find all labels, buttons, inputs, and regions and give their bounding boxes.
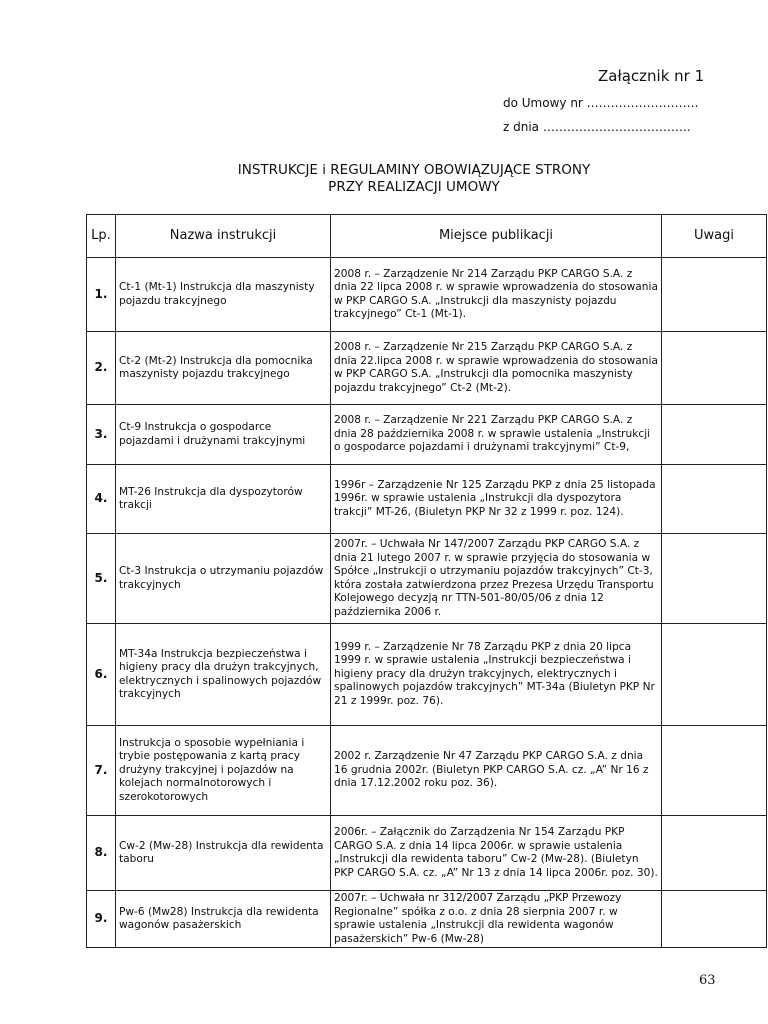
- table-row: [87, 258, 767, 332]
- publication-place: 2006r. – Załącznik do Zarządzenia Nr 154 Zarządu PKP CARGO S.A. z dnia 14 lipca 2006r. w sprawie ustalenia „Instrukcji dla rewidenta taboru” Cw-2 (Mw-28). (Biuletyn PKP CARGO S.A. cz. „A” Nr 13 z dnia 14 lipca 2006r. poz. 30).: [331, 816, 662, 891]
- publication-place: 1996r – Zarządzenie Nr 125 Zarządu PKP z dnia 25 listopada 1996r. w sprawie ustalenia „Instrukcji dla dyspozytora trakcji” MT-26, (Biuletyn PKP Nr 32 z 1999 r. poz. 124).: [331, 465, 662, 534]
- row-number: 8.: [87, 816, 116, 891]
- publication-place: 2007r. – Uchwała Nr 147/2007 Zarządu PKP CARGO S.A. z dnia 21 lutego 2007 r. w sprawie przyjęcia do stosowania w Spółce „Instrukcji o utrzymaniu pojazdów trakcyjnych” Ct-3, która została zatwierdzona przez Prezesa Urzędu Transportu Kolejowego decyzją nr TTN-501-80/05/06 z dnia 12 października 2006 r.: [331, 534, 662, 624]
- table-row: [87, 891, 767, 948]
- instruction-name: Ct-1 (Mt-1) Instrukcja dla maszynisty pojazdu trakcyjnego: [116, 258, 331, 332]
- document-title-line-2: PRZY REALIZACJI UMOWY: [328, 179, 500, 195]
- publication-place: 2007r. – Uchwała nr 312/2007 Zarządu „PKP Przewozy Regionalne” spółka z o.o. z dnia 28 sierpnia 2007 r. w sprawie ustalenia „Instrukcji dla rewidenta wagonów pasażerskich” Pw-6 (Mw-28): [331, 891, 662, 948]
- publication-place: 2008 r. – Zarządzenie Nr 214 Zarządu PKP CARGO S.A. z dnia 22 lipca 2008 r. w sprawie wprowadzenia do stosowania w PKP CARGO S.A. „Instrukcji dla maszynisty pojazdu trakcyjnego” Ct-1 (Mt-1).: [331, 258, 662, 332]
- notes-cell: [662, 258, 767, 332]
- instruction-name: MT-26 Instrukcja dla dyspozytorów trakcji: [116, 465, 331, 534]
- agreement-number-line: do Umowy nr ……………………….: [503, 96, 699, 110]
- table-row: [87, 816, 767, 891]
- header-lp: Lp.: [87, 215, 116, 258]
- table-row: [87, 465, 767, 534]
- instructions-table: [86, 214, 767, 948]
- row-number: 3.: [87, 405, 116, 465]
- instruction-name: Ct-2 (Mt-2) Instrukcja dla pomocnika maszynisty pojazdu trakcyjnego: [116, 332, 331, 405]
- notes-cell: [662, 816, 767, 891]
- publication-place: 2008 r. – Zarządzenie Nr 221 Zarządu PKP CARGO S.A. z dnia 28 października 2008 r. w sprawie ustalenia „Instrukcji o gospodarce pojazdami i drużynami trakcyjnymi” Ct-9,: [331, 405, 662, 465]
- header-notes: Uwagi: [662, 215, 767, 258]
- row-number: 5.: [87, 534, 116, 624]
- header-name: Nazwa instrukcji: [116, 215, 331, 258]
- notes-cell: [662, 891, 767, 948]
- table-row: [87, 405, 767, 465]
- instruction-name: Ct-3 Instrukcja o utrzymaniu pojazdów trakcyjnych: [116, 534, 331, 624]
- header-publication: Miejsce publikacji: [331, 215, 662, 258]
- table-row: [87, 534, 767, 624]
- notes-cell: [662, 624, 767, 726]
- table-row: [87, 332, 767, 405]
- instruction-name: MT-34a Instrukcja bezpieczeństwa i higieny pracy dla drużyn trakcyjnych, elektrycznych i spalinowych pojazdów trakcyjnych: [116, 624, 331, 726]
- page-number: 63: [699, 973, 716, 988]
- document-title-line-1: INSTRUKCJE i REGULAMINY OBOWIĄZUJĄCE STRONY: [237, 162, 591, 178]
- instruction-name: Cw-2 (Mw-28) Instrukcja dla rewidenta taboru: [116, 816, 331, 891]
- table-row: [87, 726, 767, 816]
- instruction-name: Ct-9 Instrukcja o gospodarce pojazdami i drużynami trakcyjnymi: [116, 405, 331, 465]
- row-number: 1.: [87, 258, 116, 332]
- publication-place: 2002 r. Zarządzenie Nr 47 Zarządu PKP CARGO S.A. z dnia 16 grudnia 2002r. (Biuletyn PKP CARGO S.A. cz. „A” Nr 16 z dnia 17.12.2002 roku poz. 36).: [331, 726, 662, 816]
- row-number: 4.: [87, 465, 116, 534]
- row-number: 2.: [87, 332, 116, 405]
- table-header-row: [87, 215, 767, 258]
- row-number: 6.: [87, 624, 116, 726]
- row-number: 7.: [87, 726, 116, 816]
- attachment-title: Załącznik nr 1: [598, 67, 705, 85]
- agreement-date-line: z dnia ……………………………….: [503, 120, 691, 134]
- notes-cell: [662, 332, 767, 405]
- instruction-name: Pw-6 (Mw28) Instrukcja dla rewidenta wagonów pasażerskich: [116, 891, 331, 948]
- publication-place: 1999 r. – Zarządzenie Nr 78 Zarządu PKP z dnia 20 lipca 1999 r. w sprawie ustalenia „Instrukcji bezpieczeństwa i higieny pracy dla drużyn trakcyjnych, elektrycznych i spalinowych pojazdów trakcyjnych” MT-34a (Biuletyn PKP Nr 21 z 1999r. poz. 76).: [331, 624, 662, 726]
- table-row: [87, 624, 767, 726]
- notes-cell: [662, 726, 767, 816]
- notes-cell: [662, 405, 767, 465]
- row-number: 9.: [87, 891, 116, 948]
- publication-place: 2008 r. – Zarządzenie Nr 215 Zarządu PKP CARGO S.A. z dnia 22.lipca 2008 r. w sprawie wprowadzenia do stosowania w PKP CARGO S.A. „Instrukcji dla pomocnika maszynisty pojazdu trakcyjnego” Ct-2 (Mt-2).: [331, 332, 662, 405]
- instruction-name: Instrukcja o sposobie wypełniania i trybie postępowania z kartą pracy drużyny trakcyjnej i pojazdów na kolejach normalnotorowych i szerokotorowych: [116, 726, 331, 816]
- notes-cell: [662, 465, 767, 534]
- notes-cell: [662, 534, 767, 624]
